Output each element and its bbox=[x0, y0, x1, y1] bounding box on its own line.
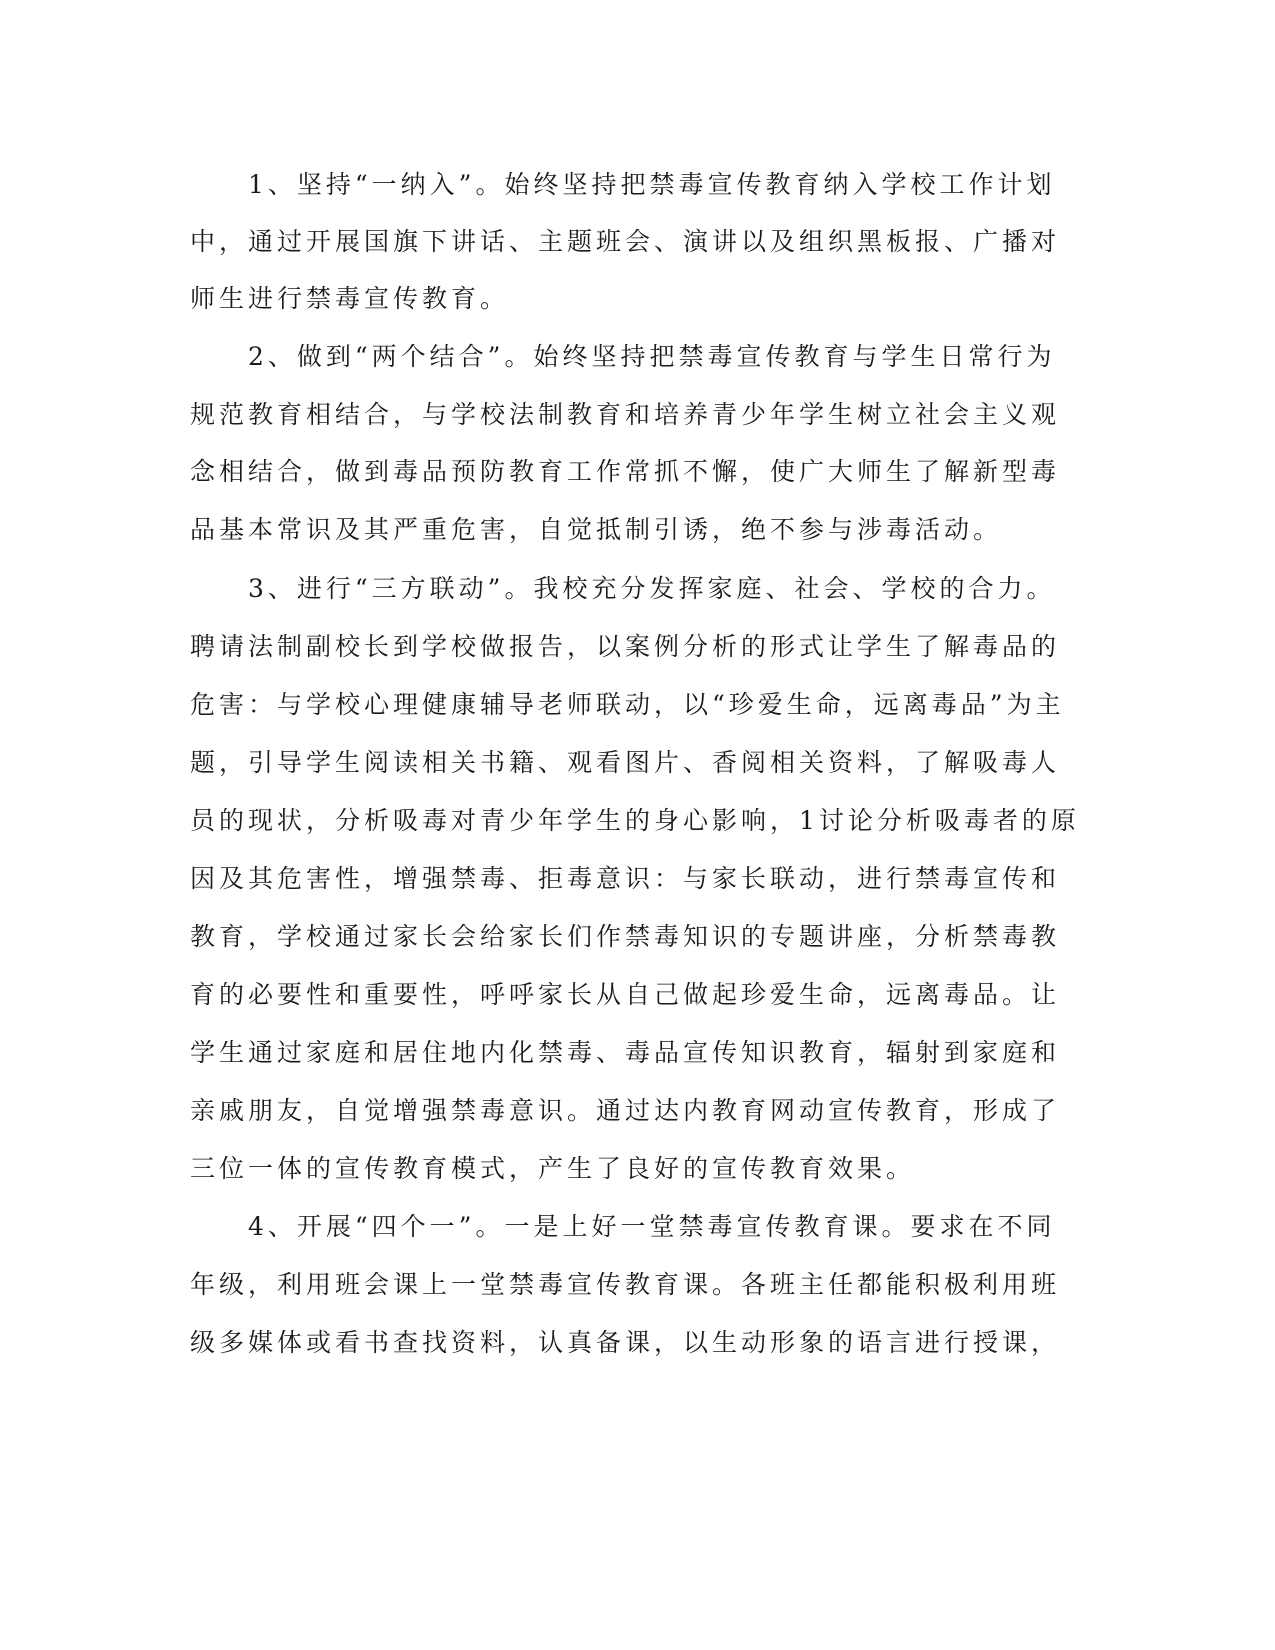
paragraph-1-line-1: 1、坚持“一纳入”。始终坚持把禁毒宣传教育纳入学校工作计划 bbox=[190, 170, 1056, 199]
paragraph-4-line-3: 级多媒体或看书查找资料，认真备课，以生动形象的语言进行授课， bbox=[190, 1328, 1061, 1357]
paragraph-3-line-11: 三位一体的宣传教育模式，产生了良好的宣传教育效果。 bbox=[190, 1154, 916, 1183]
paragraph-1-line-2: 中，通过开展国旗下讲话、主题班会、演讲以及组织黑板报、广播对 bbox=[190, 227, 1061, 256]
paragraph-3-line-9: 学生通过家庭和居住地内化禁毒、毒品宣传知识教育，辐射到家庭和 bbox=[190, 1038, 1061, 1067]
paragraph-3-line-4: 题，引导学生阅读相关书籍、观看图片、香阅相关资料，了解吸毒人 bbox=[190, 748, 1061, 777]
paragraph-3-line-6: 因及其危害性，增强禁毒、拒毒意识：与家长联动，进行禁毒宣传和 bbox=[190, 864, 1061, 893]
paragraph-1-line-3: 师生进行禁毒宣传教育。 bbox=[190, 284, 510, 313]
paragraph-3-line-10: 亲戚朋友，自觉增强禁毒意识。通过达内教育网动宣传教育，形成了 bbox=[190, 1096, 1061, 1125]
paragraph-2-line-2: 规范教育相结合，与学校法制教育和培养青少年学生树立社会主义观 bbox=[190, 400, 1061, 429]
paragraph-3-line-5: 员的现状，分析吸毒对青少年学生的身心影响，1讨论分析吸毒者的原 bbox=[190, 806, 1080, 835]
paragraph-3-line-1: 3、进行“三方联动”。我校充分发挥家庭、社会、学校的合力。 bbox=[190, 574, 1056, 603]
paragraph-4-line-2: 年级，利用班会课上一堂禁毒宣传教育课。各班主任都能积极利用班 bbox=[190, 1270, 1061, 1299]
paragraph-3-line-2: 聘请法制副校长到学校做报告，以案例分析的形式让学生了解毒品的 bbox=[190, 632, 1061, 661]
paragraph-2-line-3: 念相结合，做到毒品预防教育工作常抓不懈，使广大师生了解新型毒 bbox=[190, 457, 1061, 486]
paragraph-2-line-1: 2、做到“两个结合”。始终坚持把禁毒宣传教育与学生日常行为 bbox=[190, 342, 1056, 371]
paragraph-3-line-7: 教育，学校通过家长会给家长们作禁毒知识的专题讲座，分析禁毒教 bbox=[190, 922, 1061, 951]
paragraph-3-line-8: 育的必要性和重要性，呼呼家长从自己做起珍爱生命，远离毒品。让 bbox=[190, 980, 1061, 1009]
paragraph-2-line-4: 品基本常识及其严重危害，自觉抵制引诱，绝不参与涉毒活动。 bbox=[190, 515, 1003, 544]
paragraph-3-line-3: 危害：与学校心理健康辅导老师联动，以“珍爱生命，远离毒品”为主 bbox=[190, 690, 1065, 719]
paragraph-4-line-1: 4、开展“四个一”。一是上好一堂禁毒宣传教育课。要求在不同 bbox=[190, 1212, 1056, 1241]
